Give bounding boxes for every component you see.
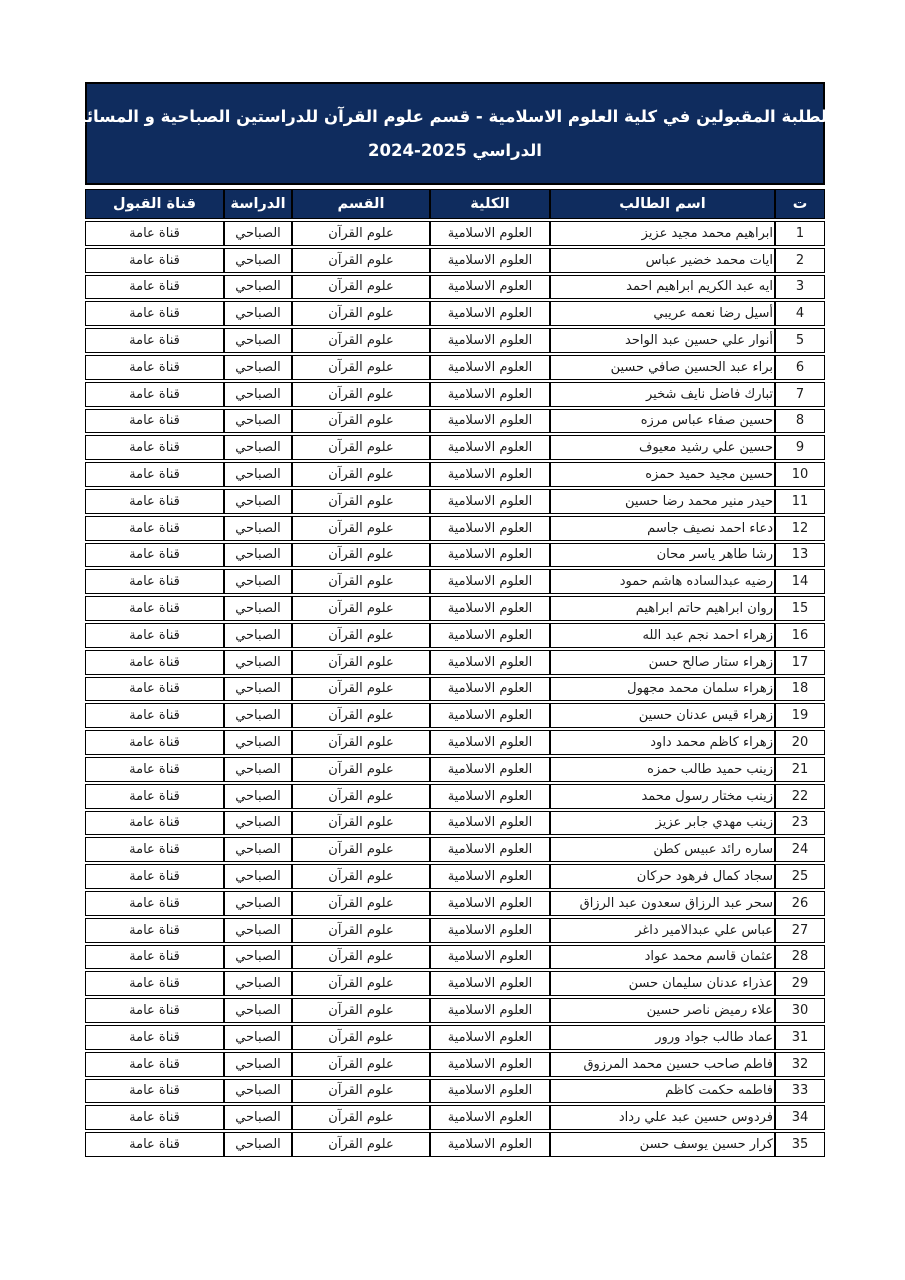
cell-name: زهراء ستار صالح حسن (550, 650, 775, 675)
cell-department: علوم القرآن (292, 328, 430, 353)
cell-department: علوم القرآن (292, 355, 430, 380)
cell-index: 30 (775, 998, 825, 1023)
cell-index: 15 (775, 596, 825, 621)
cell-name: روان ابراهيم حاتم ابراهيم (550, 596, 775, 621)
cell-name: ايات محمد خضير عباس (550, 248, 775, 273)
cell-name: تبارك فاضل نايف شخير (550, 382, 775, 407)
table-row (85, 328, 825, 353)
cell-channel: قناة عامة (85, 757, 224, 782)
cell-department: علوم القرآن (292, 489, 430, 514)
cell-channel: قناة عامة (85, 382, 224, 407)
cell-channel: قناة عامة (85, 650, 224, 675)
cell-department: علوم القرآن (292, 382, 430, 407)
cell-index: 18 (775, 677, 825, 702)
cell-index: 34 (775, 1105, 825, 1130)
table-header (85, 189, 825, 219)
cell-channel: قناة عامة (85, 596, 224, 621)
cell-index: 9 (775, 435, 825, 460)
cell-index: 26 (775, 891, 825, 916)
cell-name: حسين علي رشيد معيوف (550, 435, 775, 460)
cell-name: أسيل رضا نعمه عريبي (550, 301, 775, 326)
cell-name: عذراء عدنان سليمان حسن (550, 971, 775, 996)
table-row (85, 462, 825, 487)
cell-index: 31 (775, 1025, 825, 1050)
cell-name: زينب حميد طالب حمزه (550, 757, 775, 782)
cell-name: حسين صفاء عباس مرزه (550, 409, 775, 434)
cell-study: الصباحي (224, 569, 292, 594)
cell-channel: قناة عامة (85, 784, 224, 809)
cell-channel: قناة عامة (85, 891, 224, 916)
cell-college: العلوم الاسلامية (430, 730, 550, 755)
cell-index: 17 (775, 650, 825, 675)
cell-name: زهراء كاظم محمد داود (550, 730, 775, 755)
cell-college: العلوم الاسلامية (430, 382, 550, 407)
cell-channel: قناة عامة (85, 328, 224, 353)
cell-index: 32 (775, 1052, 825, 1077)
cell-index: 16 (775, 623, 825, 648)
cell-study: الصباحي (224, 1052, 292, 1077)
cell-study: الصباحي (224, 784, 292, 809)
cell-channel: قناة عامة (85, 1025, 224, 1050)
cell-study: الصباحي (224, 301, 292, 326)
table-row (85, 837, 825, 862)
cell-college: العلوم الاسلامية (430, 409, 550, 434)
cell-index: 23 (775, 811, 825, 836)
cell-study: الصباحي (224, 757, 292, 782)
table-row (85, 275, 825, 300)
column-header-study: الدراسة (224, 189, 292, 219)
cell-department: علوم القرآن (292, 703, 430, 728)
table-row (85, 355, 825, 380)
cell-channel: قناة عامة (85, 355, 224, 380)
cell-channel: قناة عامة (85, 998, 224, 1023)
cell-channel: قناة عامة (85, 489, 224, 514)
cell-study: الصباحي (224, 730, 292, 755)
cell-department: علوم القرآن (292, 435, 430, 460)
table-body (85, 221, 825, 1157)
cell-department: علوم القرآن (292, 730, 430, 755)
cell-channel: قناة عامة (85, 462, 224, 487)
table-header-row (85, 189, 825, 219)
cell-channel: قناة عامة (85, 275, 224, 300)
table-row (85, 998, 825, 1023)
cell-study: الصباحي (224, 971, 292, 996)
cell-study: الصباحي (224, 1132, 292, 1157)
cell-channel: قناة عامة (85, 837, 224, 862)
cell-index: 13 (775, 543, 825, 568)
cell-study: الصباحي (224, 703, 292, 728)
cell-department: علوم القرآن (292, 462, 430, 487)
cell-college: العلوم الاسلامية (430, 677, 550, 702)
cell-name: براء عبد الحسين صافي حسين (550, 355, 775, 380)
cell-name: كرار حسين يوسف حسن (550, 1132, 775, 1157)
cell-channel: قناة عامة (85, 409, 224, 434)
cell-college: العلوم الاسلامية (430, 596, 550, 621)
cell-name: سجاد كمال فرهود حركان (550, 864, 775, 889)
table-row (85, 489, 825, 514)
cell-department: علوم القرآن (292, 569, 430, 594)
cell-name: دعاء احمد نصيف جاسم (550, 516, 775, 541)
cell-index: 35 (775, 1132, 825, 1157)
table-row (85, 543, 825, 568)
cell-channel: قناة عامة (85, 864, 224, 889)
cell-department: علوم القرآن (292, 677, 430, 702)
cell-department: علوم القرآن (292, 945, 430, 970)
cell-channel: قناة عامة (85, 569, 224, 594)
cell-channel: قناة عامة (85, 918, 224, 943)
column-header-index: ت (775, 189, 825, 219)
cell-department: علوم القرآن (292, 1025, 430, 1050)
cell-name: عماد طالب جواد ورور (550, 1025, 775, 1050)
cell-department: علوم القرآن (292, 409, 430, 434)
cell-channel: قناة عامة (85, 1079, 224, 1104)
cell-index: 28 (775, 945, 825, 970)
students-table (85, 187, 825, 1159)
cell-college: العلوم الاسلامية (430, 918, 550, 943)
cell-index: 21 (775, 757, 825, 782)
table-row (85, 703, 825, 728)
cell-channel: قناة عامة (85, 1052, 224, 1077)
cell-department: علوم القرآن (292, 1105, 430, 1130)
cell-channel: قناة عامة (85, 1105, 224, 1130)
cell-study: الصباحي (224, 677, 292, 702)
cell-index: 7 (775, 382, 825, 407)
cell-channel: قناة عامة (85, 543, 224, 568)
column-header-department: القسم (292, 189, 430, 219)
cell-channel: قناة عامة (85, 516, 224, 541)
cell-department: علوم القرآن (292, 221, 430, 246)
table-row (85, 409, 825, 434)
cell-index: 10 (775, 462, 825, 487)
cell-name: رشا طاهر ياسر محان (550, 543, 775, 568)
cell-college: العلوم الاسلامية (430, 516, 550, 541)
cell-index: 14 (775, 569, 825, 594)
cell-department: علوم القرآن (292, 543, 430, 568)
cell-college: العلوم الاسلامية (430, 569, 550, 594)
cell-channel: قناة عامة (85, 971, 224, 996)
cell-name: سحر عبد الرزاق سعدون عبد الرزاق (550, 891, 775, 916)
cell-name: عثمان قاسم محمد عواد (550, 945, 775, 970)
cell-study: الصباحي (224, 891, 292, 916)
cell-study: الصباحي (224, 355, 292, 380)
cell-name: حيدر منير محمد رضا حسين (550, 489, 775, 514)
cell-study: الصباحي (224, 221, 292, 246)
cell-college: العلوم الاسلامية (430, 837, 550, 862)
cell-department: علوم القرآن (292, 301, 430, 326)
cell-index: 2 (775, 248, 825, 273)
cell-index: 33 (775, 1079, 825, 1104)
cell-index: 8 (775, 409, 825, 434)
cell-channel: قناة عامة (85, 945, 224, 970)
cell-college: العلوم الاسلامية (430, 435, 550, 460)
table-row (85, 677, 825, 702)
table-row (85, 784, 825, 809)
table-row (85, 569, 825, 594)
cell-study: الصباحي (224, 275, 292, 300)
cell-college: العلوم الاسلامية (430, 757, 550, 782)
cell-college: العلوم الاسلامية (430, 221, 550, 246)
cell-department: علوم القرآن (292, 757, 430, 782)
cell-college: العلوم الاسلامية (430, 1052, 550, 1077)
cell-college: العلوم الاسلامية (430, 1132, 550, 1157)
table-row (85, 382, 825, 407)
cell-channel: قناة عامة (85, 703, 224, 728)
table-row (85, 596, 825, 621)
cell-study: الصباحي (224, 596, 292, 621)
cell-name: ابراهيم محمد مجيد عزيز (550, 221, 775, 246)
table-row (85, 623, 825, 648)
cell-department: علوم القرآن (292, 998, 430, 1023)
cell-channel: قناة عامة (85, 730, 224, 755)
table-row (85, 1079, 825, 1104)
cell-index: 5 (775, 328, 825, 353)
cell-index: 19 (775, 703, 825, 728)
cell-college: العلوم الاسلامية (430, 998, 550, 1023)
cell-college: العلوم الاسلامية (430, 971, 550, 996)
table-row (85, 1052, 825, 1077)
cell-index: 24 (775, 837, 825, 862)
cell-name: عباس علي عبدالامير داغر (550, 918, 775, 943)
cell-name: زينب مهدي جابر عزيز (550, 811, 775, 836)
cell-name: ايه عبد الكريم ابراهيم احمد (550, 275, 775, 300)
cell-name: علاء رميض ناصر حسين (550, 998, 775, 1023)
table-row (85, 1132, 825, 1157)
cell-index: 27 (775, 918, 825, 943)
cell-study: الصباحي (224, 435, 292, 460)
cell-department: علوم القرآن (292, 1132, 430, 1157)
cell-study: الصباحي (224, 248, 292, 273)
cell-college: العلوم الاسلامية (430, 784, 550, 809)
cell-index: 6 (775, 355, 825, 380)
cell-department: علوم القرآن (292, 1079, 430, 1104)
table-row (85, 811, 825, 836)
cell-index: 29 (775, 971, 825, 996)
cell-department: علوم القرآن (292, 516, 430, 541)
table-row (85, 1025, 825, 1050)
cell-college: العلوم الاسلامية (430, 703, 550, 728)
cell-college: العلوم الاسلامية (430, 1105, 550, 1130)
table-row (85, 221, 825, 246)
cell-index: 22 (775, 784, 825, 809)
cell-name: فاطم صاحب حسين محمد المرزوق (550, 1052, 775, 1077)
table-row (85, 730, 825, 755)
cell-department: علوم القرآن (292, 275, 430, 300)
cell-department: علوم القرآن (292, 971, 430, 996)
table-row (85, 435, 825, 460)
cell-study: الصباحي (224, 462, 292, 487)
cell-name: ساره رائد عبيس كطن (550, 837, 775, 862)
cell-department: علوم القرآن (292, 623, 430, 648)
table-row (85, 864, 825, 889)
cell-college: العلوم الاسلامية (430, 650, 550, 675)
cell-index: 12 (775, 516, 825, 541)
table-row (85, 248, 825, 273)
cell-department: علوم القرآن (292, 864, 430, 889)
cell-college: العلوم الاسلامية (430, 891, 550, 916)
cell-college: العلوم الاسلامية (430, 462, 550, 487)
cell-college: العلوم الاسلامية (430, 328, 550, 353)
cell-index: 11 (775, 489, 825, 514)
cell-college: العلوم الاسلامية (430, 489, 550, 514)
cell-name: زهراء احمد نجم عبد الله (550, 623, 775, 648)
cell-department: علوم القرآن (292, 811, 430, 836)
table-row (85, 891, 825, 916)
cell-index: 20 (775, 730, 825, 755)
table-row (85, 918, 825, 943)
cell-college: العلوم الاسلامية (430, 301, 550, 326)
cell-department: علوم القرآن (292, 596, 430, 621)
cell-name: زينب مختار رسول محمد (550, 784, 775, 809)
cell-study: الصباحي (224, 382, 292, 407)
cell-channel: قناة عامة (85, 248, 224, 273)
table-row (85, 650, 825, 675)
cell-channel: قناة عامة (85, 623, 224, 648)
cell-department: علوم القرآن (292, 650, 430, 675)
cell-study: الصباحي (224, 811, 292, 836)
page-title (23, 82, 887, 185)
cell-study: الصباحي (224, 623, 292, 648)
cell-channel: قناة عامة (85, 301, 224, 326)
page-title-line1: اسماء الطلبة المقبولين في كلية العلوم الاسلامية - قسم علوم القرآن للدراستين الصباحية و المسائية للعام (23, 107, 887, 126)
cell-study: الصباحي (224, 998, 292, 1023)
cell-department: علوم القرآن (292, 837, 430, 862)
cell-index: 1 (775, 221, 825, 246)
cell-study: الصباحي (224, 328, 292, 353)
cell-study: الصباحي (224, 1025, 292, 1050)
cell-index: 4 (775, 301, 825, 326)
cell-name: حسين مجيد حميد حمزه (550, 462, 775, 487)
cell-index: 25 (775, 864, 825, 889)
cell-study: الصباحي (224, 516, 292, 541)
cell-index: 3 (775, 275, 825, 300)
column-header-college: الكلية (430, 189, 550, 219)
cell-study: الصباحي (224, 543, 292, 568)
cell-name: رضيه عبدالساده هاشم حمود (550, 569, 775, 594)
cell-department: علوم القرآن (292, 891, 430, 916)
cell-college: العلوم الاسلامية (430, 543, 550, 568)
cell-name: زهراء قيس عدنان حسين (550, 703, 775, 728)
page-title-line2: الدراسي 2025-2024 (368, 141, 542, 160)
cell-study: الصباحي (224, 650, 292, 675)
cell-channel: قناة عامة (85, 677, 224, 702)
table-row (85, 757, 825, 782)
cell-college: العلوم الاسلامية (430, 1025, 550, 1050)
cell-college: العلوم الاسلامية (430, 1079, 550, 1104)
cell-college: العلوم الاسلامية (430, 864, 550, 889)
cell-department: علوم القرآن (292, 248, 430, 273)
table-row (85, 971, 825, 996)
cell-channel: قناة عامة (85, 221, 224, 246)
table-row (85, 1105, 825, 1130)
cell-channel: قناة عامة (85, 811, 224, 836)
cell-channel: قناة عامة (85, 435, 224, 460)
cell-college: العلوم الاسلامية (430, 945, 550, 970)
cell-study: الصباحي (224, 409, 292, 434)
cell-department: علوم القرآن (292, 1052, 430, 1077)
cell-college: العلوم الاسلامية (430, 248, 550, 273)
table-row (85, 516, 825, 541)
cell-college: العلوم الاسلامية (430, 811, 550, 836)
cell-study: الصباحي (224, 864, 292, 889)
cell-study: الصباحي (224, 945, 292, 970)
cell-department: علوم القرآن (292, 784, 430, 809)
cell-study: الصباحي (224, 489, 292, 514)
cell-channel: قناة عامة (85, 1132, 224, 1157)
cell-study: الصباحي (224, 837, 292, 862)
table-row (85, 945, 825, 970)
cell-name: أنوار علي حسين عبد الواحد (550, 328, 775, 353)
cell-name: زهراء سلمان محمد مجهول (550, 677, 775, 702)
table-row (85, 301, 825, 326)
column-header-channel: قناة القبول (85, 189, 224, 219)
cell-name: فردوس حسين عبد علي رداد (550, 1105, 775, 1130)
cell-department: علوم القرآن (292, 918, 430, 943)
cell-study: الصباحي (224, 1079, 292, 1104)
cell-study: الصباحي (224, 918, 292, 943)
column-header-name: اسم الطالب (550, 189, 775, 219)
cell-college: العلوم الاسلامية (430, 623, 550, 648)
cell-study: الصباحي (224, 1105, 292, 1130)
cell-college: العلوم الاسلامية (430, 275, 550, 300)
cell-college: العلوم الاسلامية (430, 355, 550, 380)
cell-name: فاطمه حكمت كاظم (550, 1079, 775, 1104)
